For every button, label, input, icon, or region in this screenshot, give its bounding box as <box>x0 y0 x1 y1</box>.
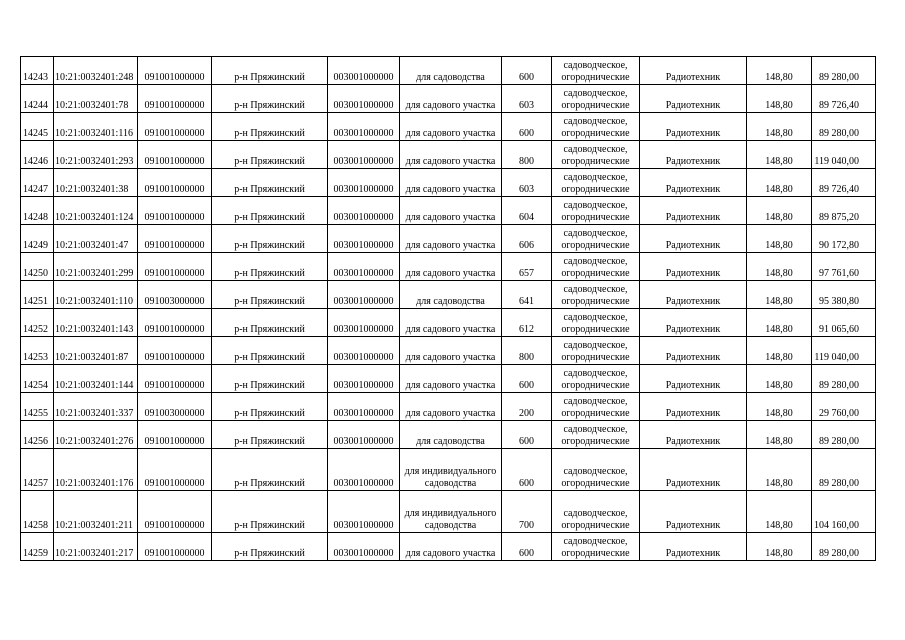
cell-land-category: садоводческое, огороднические <box>552 421 640 449</box>
cell-oktmo-code: 003001000000 <box>328 421 400 449</box>
cell-land-category: садоводческое, огороднические <box>552 281 640 309</box>
cell-district: р-н Пряжинский <box>212 281 328 309</box>
cell-area: 200 <box>502 393 552 421</box>
cell-cadastral-number: 10:21:0032401:124 <box>54 197 138 225</box>
table-row <box>21 421 876 449</box>
cell-specific-value: 148,80 <box>747 113 812 141</box>
cell-cadastral-number: 10:21:0032401:337 <box>54 393 138 421</box>
cell-specific-value: 148,80 <box>747 533 812 561</box>
cell-district: р-н Пряжинский <box>212 421 328 449</box>
cell-area: 600 <box>502 113 552 141</box>
cell-okato-code: 091001000000 <box>138 421 212 449</box>
cell-cadastral-value: 91 065,60 <box>812 309 876 337</box>
cell-area: 641 <box>502 281 552 309</box>
table-row <box>21 197 876 225</box>
cell-permitted-use: для садоводства <box>400 421 502 449</box>
cell-partnership-name: Радиотехник <box>640 365 747 393</box>
table-row <box>21 365 876 393</box>
cell-area: 600 <box>502 449 552 491</box>
cell-land-category: садоводческое, огороднические <box>552 169 640 197</box>
cell-permitted-use: для садового участка <box>400 141 502 169</box>
cell-oktmo-code: 003001000000 <box>328 85 400 113</box>
cell-permitted-use: для садового участка <box>400 113 502 141</box>
cell-partnership-name: Радиотехник <box>640 491 747 533</box>
cell-cadastral-number: 10:21:0032401:293 <box>54 141 138 169</box>
cell-specific-value: 148,80 <box>747 85 812 113</box>
cell-district: р-н Пряжинский <box>212 225 328 253</box>
cell-partnership-name: Радиотехник <box>640 421 747 449</box>
cell-partnership-name: Радиотехник <box>640 197 747 225</box>
cell-specific-value: 148,80 <box>747 309 812 337</box>
cell-row-number: 14243 <box>21 57 54 85</box>
cell-oktmo-code: 003001000000 <box>328 141 400 169</box>
cell-cadastral-value: 89 280,00 <box>812 365 876 393</box>
cell-row-number: 14256 <box>21 421 54 449</box>
cell-row-number: 14255 <box>21 393 54 421</box>
cell-specific-value: 148,80 <box>747 57 812 85</box>
table-row <box>21 309 876 337</box>
cell-partnership-name: Радиотехник <box>640 253 747 281</box>
cell-oktmo-code: 003001000000 <box>328 309 400 337</box>
table-row <box>21 225 876 253</box>
cell-oktmo-code: 003001000000 <box>328 225 400 253</box>
cell-permitted-use: для садового участка <box>400 169 502 197</box>
cell-land-category: садоводческое, огороднические <box>552 141 640 169</box>
cell-cadastral-value: 29 760,00 <box>812 393 876 421</box>
cell-district: р-н Пряжинский <box>212 365 328 393</box>
cell-district: р-н Пряжинский <box>212 337 328 365</box>
cell-land-category: садоводческое, огороднические <box>552 85 640 113</box>
cell-okato-code: 091001000000 <box>138 337 212 365</box>
cell-district: р-н Пряжинский <box>212 533 328 561</box>
table-row <box>21 491 876 533</box>
cell-partnership-name: Радиотехник <box>640 113 747 141</box>
cell-partnership-name: Радиотехник <box>640 281 747 309</box>
cell-okato-code: 091001000000 <box>138 449 212 491</box>
cell-permitted-use: для садового участка <box>400 197 502 225</box>
cell-cadastral-number: 10:21:0032401:248 <box>54 57 138 85</box>
cell-area: 600 <box>502 57 552 85</box>
cell-area: 604 <box>502 197 552 225</box>
cell-cadastral-value: 89 280,00 <box>812 533 876 561</box>
cell-oktmo-code: 003001000000 <box>328 337 400 365</box>
cell-permitted-use: для садового участка <box>400 225 502 253</box>
cell-cadastral-value: 119 040,00 <box>812 141 876 169</box>
cell-specific-value: 148,80 <box>747 393 812 421</box>
table-row <box>21 449 876 491</box>
cell-cadastral-value: 89 280,00 <box>812 113 876 141</box>
cell-okato-code: 091001000000 <box>138 365 212 393</box>
table-row <box>21 337 876 365</box>
cell-partnership-name: Радиотехник <box>640 449 747 491</box>
table-row <box>21 533 876 561</box>
cell-area: 657 <box>502 253 552 281</box>
cell-row-number: 14257 <box>21 449 54 491</box>
cell-area: 606 <box>502 225 552 253</box>
cell-land-category: садоводческое, огороднические <box>552 365 640 393</box>
cell-area: 600 <box>502 365 552 393</box>
cell-permitted-use: для садового участка <box>400 533 502 561</box>
cell-specific-value: 148,80 <box>747 141 812 169</box>
cell-cadastral-number: 10:21:0032401:144 <box>54 365 138 393</box>
cell-row-number: 14254 <box>21 365 54 393</box>
table-row <box>21 253 876 281</box>
cell-permitted-use: для индивидуального садоводства <box>400 491 502 533</box>
table-row <box>21 113 876 141</box>
cell-partnership-name: Радиотехник <box>640 533 747 561</box>
cell-land-category: садоводческое, огороднические <box>552 393 640 421</box>
cell-cadastral-value: 97 761,60 <box>812 253 876 281</box>
table-row <box>21 281 876 309</box>
cell-land-category: садоводческое, огороднические <box>552 57 640 85</box>
cell-okato-code: 091001000000 <box>138 253 212 281</box>
cell-okato-code: 091001000000 <box>138 533 212 561</box>
cell-district: р-н Пряжинский <box>212 197 328 225</box>
cell-land-category: садоводческое, огороднические <box>552 113 640 141</box>
cell-cadastral-value: 89 726,40 <box>812 169 876 197</box>
cell-cadastral-value: 104 160,00 <box>812 491 876 533</box>
cell-partnership-name: Радиотехник <box>640 141 747 169</box>
table-row <box>21 169 876 197</box>
cell-cadastral-number: 10:21:0032401:211 <box>54 491 138 533</box>
cell-row-number: 14245 <box>21 113 54 141</box>
cell-okato-code: 091001000000 <box>138 309 212 337</box>
table-row <box>21 141 876 169</box>
cell-cadastral-value: 89 280,00 <box>812 57 876 85</box>
cell-okato-code: 091003000000 <box>138 393 212 421</box>
cell-permitted-use: для садового участка <box>400 393 502 421</box>
cell-partnership-name: Радиотехник <box>640 393 747 421</box>
cell-district: р-н Пряжинский <box>212 309 328 337</box>
cell-cadastral-number: 10:21:0032401:116 <box>54 113 138 141</box>
cell-row-number: 14259 <box>21 533 54 561</box>
cell-oktmo-code: 003001000000 <box>328 365 400 393</box>
cell-area: 600 <box>502 533 552 561</box>
cell-partnership-name: Радиотехник <box>640 309 747 337</box>
cell-okato-code: 091001000000 <box>138 85 212 113</box>
cell-row-number: 14258 <box>21 491 54 533</box>
cell-district: р-н Пряжинский <box>212 113 328 141</box>
cell-land-category: садоводческое, огороднические <box>552 449 640 491</box>
cell-specific-value: 148,80 <box>747 421 812 449</box>
cell-cadastral-number: 10:21:0032401:38 <box>54 169 138 197</box>
cell-row-number: 14252 <box>21 309 54 337</box>
cell-area: 800 <box>502 141 552 169</box>
cell-okato-code: 091001000000 <box>138 225 212 253</box>
cell-okato-code: 091001000000 <box>138 141 212 169</box>
cell-okato-code: 091003000000 <box>138 281 212 309</box>
cell-cadastral-value: 89 280,00 <box>812 421 876 449</box>
cell-row-number: 14246 <box>21 141 54 169</box>
cell-partnership-name: Радиотехник <box>640 85 747 113</box>
cell-cadastral-value: 89 726,40 <box>812 85 876 113</box>
cell-cadastral-number: 10:21:0032401:299 <box>54 253 138 281</box>
cell-specific-value: 148,80 <box>747 365 812 393</box>
cell-oktmo-code: 003001000000 <box>328 491 400 533</box>
table-row <box>21 85 876 113</box>
cell-permitted-use: для садового участка <box>400 85 502 113</box>
cell-cadastral-number: 10:21:0032401:143 <box>54 309 138 337</box>
cell-oktmo-code: 003001000000 <box>328 533 400 561</box>
cell-oktmo-code: 003001000000 <box>328 113 400 141</box>
cell-permitted-use: для садоводства <box>400 57 502 85</box>
cell-district: р-н Пряжинский <box>212 169 328 197</box>
cell-oktmo-code: 003001000000 <box>328 57 400 85</box>
cell-cadastral-number: 10:21:0032401:87 <box>54 337 138 365</box>
cell-row-number: 14251 <box>21 281 54 309</box>
cell-cadastral-value: 119 040,00 <box>812 337 876 365</box>
cell-row-number: 14250 <box>21 253 54 281</box>
land-register-table <box>20 56 876 561</box>
cell-area: 603 <box>502 169 552 197</box>
cell-partnership-name: Радиотехник <box>640 169 747 197</box>
cell-cadastral-value: 90 172,80 <box>812 225 876 253</box>
cell-district: р-н Пряжинский <box>212 85 328 113</box>
cell-permitted-use: для садоводства <box>400 281 502 309</box>
cell-land-category: садоводческое, огороднические <box>552 533 640 561</box>
cell-cadastral-number: 10:21:0032401:110 <box>54 281 138 309</box>
cell-permitted-use: для садового участка <box>400 309 502 337</box>
cell-cadastral-value: 95 380,80 <box>812 281 876 309</box>
cell-permitted-use: для садового участка <box>400 253 502 281</box>
cell-okato-code: 091001000000 <box>138 113 212 141</box>
cell-area: 603 <box>502 85 552 113</box>
cell-cadastral-number: 10:21:0032401:176 <box>54 449 138 491</box>
cell-row-number: 14249 <box>21 225 54 253</box>
cell-land-category: садоводческое, огороднические <box>552 309 640 337</box>
cell-cadastral-value: 89 875,20 <box>812 197 876 225</box>
cell-okato-code: 091001000000 <box>138 197 212 225</box>
cell-okato-code: 091001000000 <box>138 491 212 533</box>
cell-land-category: садоводческое, огороднические <box>552 337 640 365</box>
cell-permitted-use: для садового участка <box>400 337 502 365</box>
table-row <box>21 393 876 421</box>
cell-row-number: 14244 <box>21 85 54 113</box>
cell-specific-value: 148,80 <box>747 491 812 533</box>
table-row <box>21 57 876 85</box>
cell-partnership-name: Радиотехник <box>640 337 747 365</box>
table-body <box>21 57 876 561</box>
cell-cadastral-number: 10:21:0032401:47 <box>54 225 138 253</box>
cell-specific-value: 148,80 <box>747 281 812 309</box>
cell-specific-value: 148,80 <box>747 169 812 197</box>
cell-area: 600 <box>502 421 552 449</box>
cell-specific-value: 148,80 <box>747 253 812 281</box>
cell-cadastral-value: 89 280,00 <box>812 449 876 491</box>
cell-district: р-н Пряжинский <box>212 57 328 85</box>
cell-okato-code: 091001000000 <box>138 57 212 85</box>
cell-permitted-use: для садового участка <box>400 365 502 393</box>
cell-area: 700 <box>502 491 552 533</box>
cell-cadastral-number: 10:21:0032401:78 <box>54 85 138 113</box>
cell-permitted-use: для индивидуального садоводства <box>400 449 502 491</box>
cell-district: р-н Пряжинский <box>212 393 328 421</box>
cell-land-category: садоводческое, огороднические <box>552 225 640 253</box>
cell-okato-code: 091001000000 <box>138 169 212 197</box>
cell-specific-value: 148,80 <box>747 449 812 491</box>
cell-district: р-н Пряжинский <box>212 253 328 281</box>
cell-cadastral-number: 10:21:0032401:276 <box>54 421 138 449</box>
cell-row-number: 14247 <box>21 169 54 197</box>
cell-specific-value: 148,80 <box>747 197 812 225</box>
cell-land-category: садоводческое, огороднические <box>552 491 640 533</box>
cell-district: р-н Пряжинский <box>212 491 328 533</box>
cell-oktmo-code: 003001000000 <box>328 449 400 491</box>
cell-partnership-name: Радиотехник <box>640 57 747 85</box>
cell-specific-value: 148,80 <box>747 337 812 365</box>
cell-oktmo-code: 003001000000 <box>328 253 400 281</box>
cell-oktmo-code: 003001000000 <box>328 393 400 421</box>
cell-oktmo-code: 003001000000 <box>328 169 400 197</box>
cell-oktmo-code: 003001000000 <box>328 197 400 225</box>
cell-land-category: садоводческое, огороднические <box>552 253 640 281</box>
cell-specific-value: 148,80 <box>747 225 812 253</box>
cell-district: р-н Пряжинский <box>212 141 328 169</box>
cell-cadastral-number: 10:21:0032401:217 <box>54 533 138 561</box>
cell-land-category: садоводческое, огороднические <box>552 197 640 225</box>
cell-area: 612 <box>502 309 552 337</box>
cell-oktmo-code: 003001000000 <box>328 281 400 309</box>
cell-row-number: 14253 <box>21 337 54 365</box>
cell-partnership-name: Радиотехник <box>640 225 747 253</box>
cell-area: 800 <box>502 337 552 365</box>
cell-district: р-н Пряжинский <box>212 449 328 491</box>
cell-row-number: 14248 <box>21 197 54 225</box>
